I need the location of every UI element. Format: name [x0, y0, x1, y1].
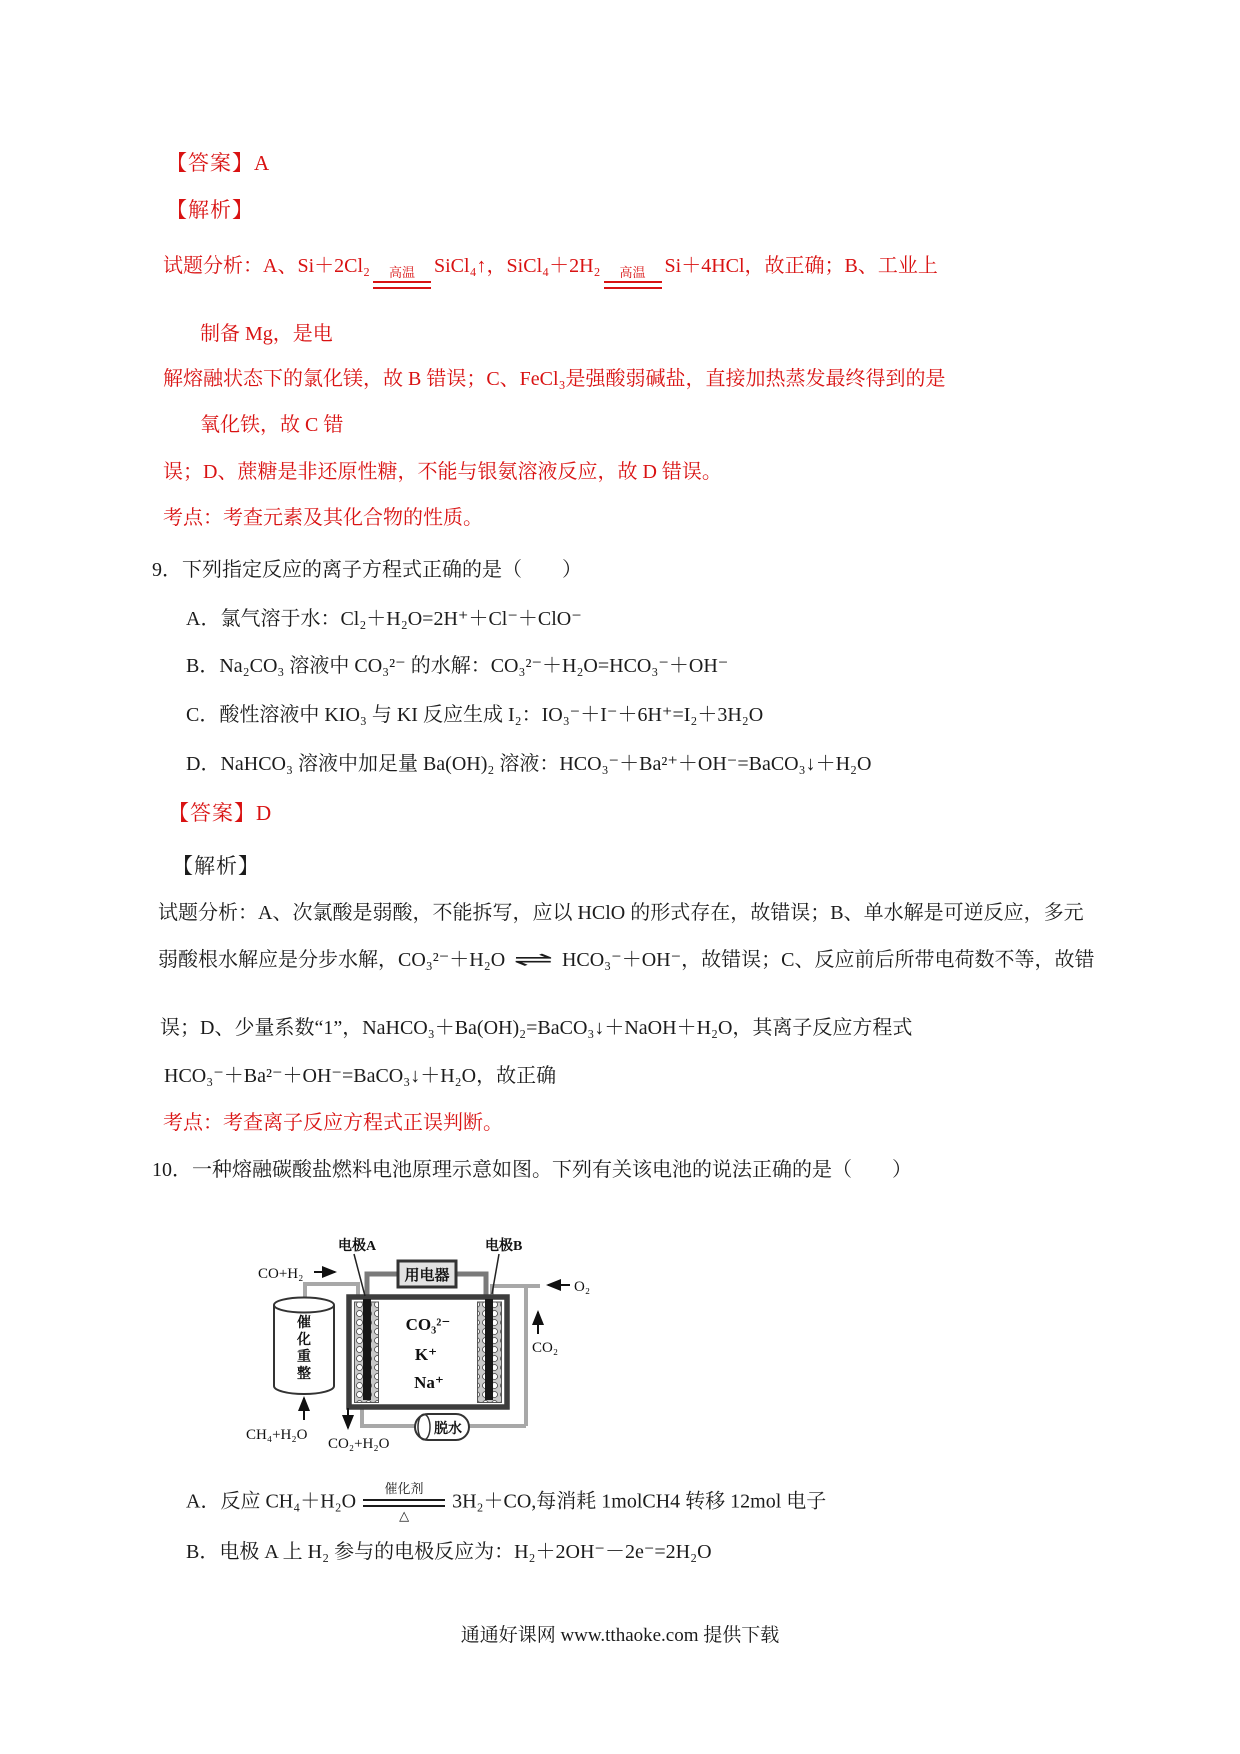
fuel-in-label: CO+H₂	[258, 1266, 304, 1282]
q9-eq-pre: 弱酸根水解应是分步水解，CO₃²⁻＋H₂O	[158, 949, 506, 971]
double-equals-bar	[604, 281, 662, 289]
q9-analysis-header: 【解析】	[172, 854, 260, 878]
reaction-condition-stack	[604, 266, 662, 289]
q10-option-a-post: 3H₂＋CO,每消耗 1molCH4 转移 12mol 电子	[452, 1490, 827, 1513]
condition-label: 高温	[388, 265, 415, 280]
fuel-cell-diagram	[202, 1228, 602, 1458]
electrode-a-label: 电极A	[338, 1239, 377, 1254]
q8-analysis-line-3: 解熔融状态下的氯化镁，故 B 错误；C、FeCl₃是强酸弱碱盐，直接加热蒸发最终得到的是	[163, 368, 946, 390]
q8-analysis-header: 【解析】	[166, 198, 254, 222]
outlet-pipe	[362, 1407, 416, 1426]
q8-eq-pre: 试题分析：A、Si＋2Cl₂	[163, 255, 370, 277]
q8-analysis-line-1	[163, 254, 938, 289]
delta-symbol: △	[399, 1507, 410, 1523]
q9-eq-post: HCO₃⁻＋OH⁻，故错误；C、反应前后所带电荷数不等，故错	[561, 949, 1095, 971]
q9-kaodian: 考点：考查离子反应方程式正误判断。	[163, 1112, 503, 1134]
footer-watermark: 通通好课网 www.tthaoke.com 提供下载	[460, 1625, 780, 1646]
reformer-char-1: 催	[297, 1316, 311, 1331]
q8-eq-post: Si＋4HCl，故正确；B、工业上	[664, 255, 938, 277]
q8-answer: 【答案】A	[166, 151, 271, 175]
reformer-char-3: 重	[297, 1350, 311, 1365]
outlet-label: CO₂+H₂O	[328, 1436, 390, 1452]
catalyst-condition-stack	[363, 1482, 445, 1524]
q9-stem: 9．下列指定反应的离子方程式正确的是（ ）	[152, 559, 582, 581]
q8-analysis-line-4: 氧化铁，故 C 错	[200, 414, 344, 436]
electrode-b-label: 电极B	[485, 1239, 523, 1254]
q10-option-b: B．电极 A 上 H₂ 参与的电极反应为：H₂＋2OH⁻－2e⁻=2H₂O	[186, 1541, 712, 1563]
q10-stem: 10．一种熔融碳酸盐燃料电池原理示意如图。下列有关该电池的说法正确的是（ ）	[152, 1159, 912, 1181]
reaction-condition-stack	[373, 266, 431, 289]
q10-option-a	[186, 1482, 826, 1524]
reformer-char-2: 化	[297, 1333, 311, 1348]
q9-option-c: C．酸性溶液中 KIO₃ 与 KI 反应生成 I₂：IO₃⁻＋I⁻＋6H⁺=I₂＋3H₂O	[186, 704, 764, 726]
q8-eq-mid: SiCl₄↑，SiCl₄＋2H₂	[434, 255, 601, 277]
q8-analysis-line-5: 误；D、蔗糖是非还原性糖，不能与银氨溶液反应，故 D 错误。	[163, 461, 722, 483]
q9-analysis-line-3: 误；D、少量系数“1”，NaHCO₃＋Ba(OH)₂=BaCO₃↓＋NaOH＋H₂O，其离子反应方程式	[160, 1017, 913, 1039]
electrolyte-ion-k: K⁺	[414, 1345, 438, 1364]
electrolyte-ion-na: Na⁺	[414, 1373, 444, 1392]
q9-analysis-line-4: HCO₃⁻＋Ba²⁻＋OH⁻=BaCO₃↓＋H₂O，故正确	[164, 1065, 557, 1087]
q9-analysis-line-1: 试题分析：A、次氯酸是弱酸，不能拆写，应以 HClO 的形式存在，故错误；B、单水解是可逆反应，多元	[158, 902, 1084, 924]
q9-answer: 【答案】D	[168, 801, 273, 825]
electrode-b-rod	[485, 1299, 493, 1400]
co2-label: CO₂	[532, 1340, 559, 1356]
q9-analysis-line-2	[158, 947, 1094, 973]
dehydrator-label: 脱水	[434, 1422, 462, 1437]
oxygen-label: O₂	[574, 1279, 591, 1295]
q8-analysis-line-2: 制备 Mg，是电	[200, 323, 333, 345]
q9-option-a: A．氯气溶于水：Cl₂＋H₂O=2H⁺＋Cl⁻＋ClO⁻	[186, 608, 582, 630]
load-label: 用电器	[404, 1268, 450, 1284]
q10-option-a-pre: A．反应 CH₄＋H₂O	[186, 1490, 357, 1513]
reformer-cylinder-top	[274, 1298, 334, 1313]
feed-label: CH₄+H₂O	[246, 1427, 308, 1443]
equilibrium-arrow-icon: ⇌	[513, 947, 554, 971]
electrode-a-rod	[363, 1299, 371, 1400]
condition-label: 高温	[619, 265, 646, 280]
q8-kaodian: 考点：考查元素及其化合物的性质。	[163, 507, 483, 529]
catalyst-label: 催化剂	[384, 1481, 424, 1496]
double-equals-bar	[363, 1499, 445, 1507]
q9-option-d: D．NaHCO₃ 溶液中加足量 Ba(OH)₂ 溶液：HCO₃⁻＋Ba²⁺＋OH⁻=BaCO₃↓＋H₂O	[186, 753, 872, 775]
q9-option-b: B．Na₂CO₃ 溶液中 CO₃²⁻ 的水解：CO₃²⁻＋H₂O=HCO₃⁻＋OH⁻	[186, 655, 729, 677]
double-equals-bar	[373, 281, 431, 289]
electrolyte-ion-co3: CO₃²⁻	[405, 1315, 451, 1334]
reformer-char-4: 整	[297, 1367, 311, 1382]
